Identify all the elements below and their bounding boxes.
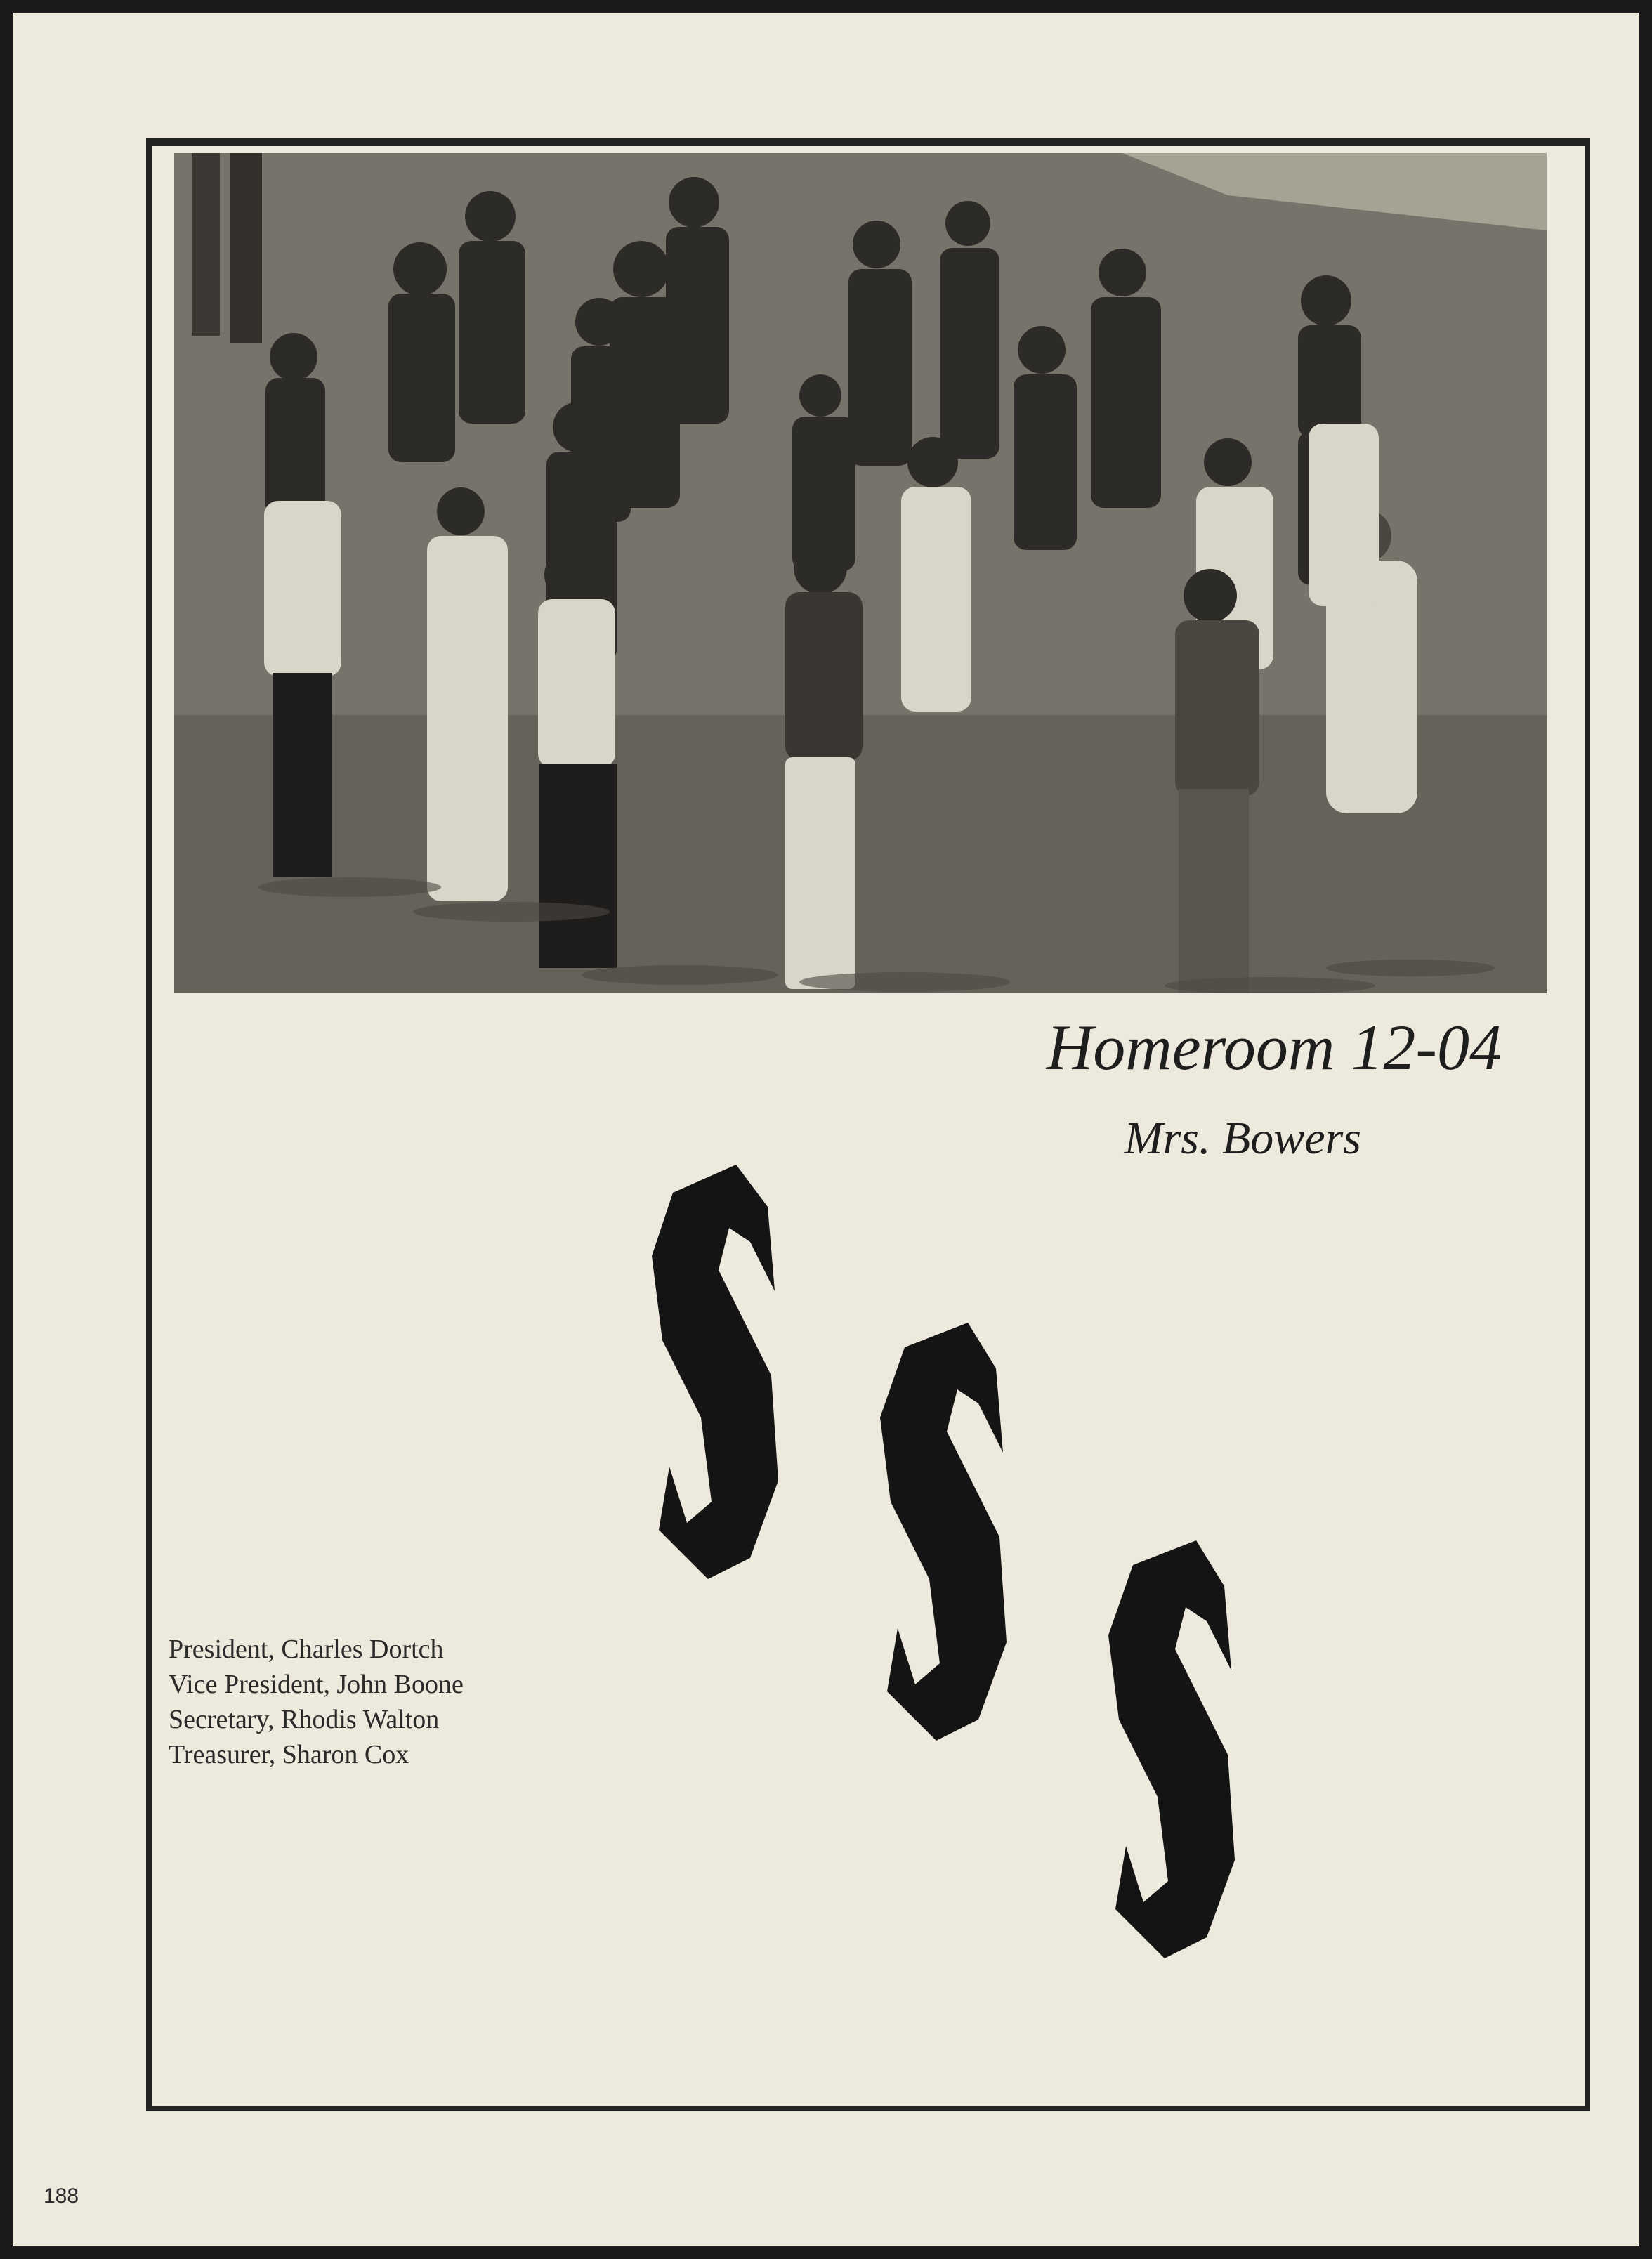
decorative-s-letters [645,1165,1347,1979]
decorative-letter-s-1 [652,1165,778,1579]
yearbook-page [13,13,1639,2246]
officer-secretary: Secretary, Rhodis Walton [169,1705,440,1734]
officer-treasurer: Treasurer, Sharon Cox [169,1740,409,1769]
page-title: Homeroom 12-04 [1046,1011,1502,1083]
decorative-letter-s-3 [1108,1540,1235,1958]
page-number: 188 [44,2185,79,2208]
officer-president: President, Charles Dortch [169,1635,444,1664]
group-photo [174,153,1547,993]
officer-vice-president: Vice President, John Boone [169,1670,464,1699]
teacher-name: Mrs. Bowers [1124,1113,1361,1164]
group-photo-illustration [174,153,1547,993]
decorative-letter-s-2 [880,1323,1007,1741]
class-officers-list [169,1632,464,1772]
